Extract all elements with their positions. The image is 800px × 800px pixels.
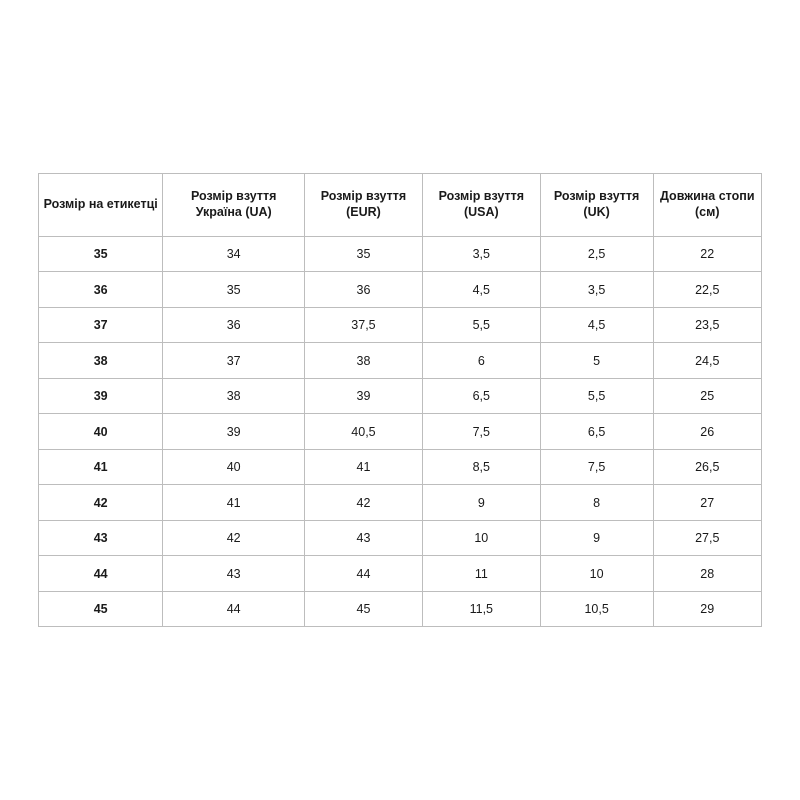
column-header-eur-size: Розмір взуття (EUR) bbox=[305, 173, 423, 236]
table-body bbox=[39, 236, 762, 627]
cell-eur-size: 45 bbox=[305, 591, 423, 627]
cell-eur-size: 36 bbox=[305, 272, 423, 308]
table-row bbox=[39, 307, 762, 343]
cell-usa-size: 6 bbox=[422, 343, 540, 379]
table-row bbox=[39, 236, 762, 272]
cell-foot-length: 24,5 bbox=[653, 343, 761, 379]
cell-foot-length: 22 bbox=[653, 236, 761, 272]
cell-uk-size: 10,5 bbox=[540, 591, 653, 627]
cell-ua-size: 37 bbox=[163, 343, 305, 379]
cell-usa-size: 9 bbox=[422, 485, 540, 521]
cell-label-size: 41 bbox=[39, 449, 163, 485]
table-header-row bbox=[39, 173, 762, 236]
cell-usa-size: 4,5 bbox=[422, 272, 540, 308]
cell-ua-size: 36 bbox=[163, 307, 305, 343]
cell-foot-length: 23,5 bbox=[653, 307, 761, 343]
cell-ua-size: 41 bbox=[163, 485, 305, 521]
cell-usa-size: 10 bbox=[422, 520, 540, 556]
table-row bbox=[39, 556, 762, 592]
cell-label-size: 36 bbox=[39, 272, 163, 308]
cell-label-size: 38 bbox=[39, 343, 163, 379]
table-header bbox=[39, 173, 762, 236]
cell-usa-size: 11,5 bbox=[422, 591, 540, 627]
cell-usa-size: 6,5 bbox=[422, 378, 540, 414]
column-header-ua-size: Розмір взуття Україна (UA) bbox=[163, 173, 305, 236]
cell-ua-size: 38 bbox=[163, 378, 305, 414]
table-row bbox=[39, 272, 762, 308]
cell-foot-length: 26,5 bbox=[653, 449, 761, 485]
column-header-label-size: Розмір на етикетці bbox=[39, 173, 163, 236]
cell-usa-size: 7,5 bbox=[422, 414, 540, 450]
cell-ua-size: 34 bbox=[163, 236, 305, 272]
cell-eur-size: 38 bbox=[305, 343, 423, 379]
shoe-size-table bbox=[38, 173, 762, 628]
cell-eur-size: 42 bbox=[305, 485, 423, 521]
cell-label-size: 40 bbox=[39, 414, 163, 450]
cell-uk-size: 7,5 bbox=[540, 449, 653, 485]
cell-uk-size: 5,5 bbox=[540, 378, 653, 414]
cell-uk-size: 10 bbox=[540, 556, 653, 592]
cell-ua-size: 42 bbox=[163, 520, 305, 556]
cell-eur-size: 37,5 bbox=[305, 307, 423, 343]
cell-eur-size: 41 bbox=[305, 449, 423, 485]
cell-uk-size: 5 bbox=[540, 343, 653, 379]
cell-label-size: 43 bbox=[39, 520, 163, 556]
cell-eur-size: 40,5 bbox=[305, 414, 423, 450]
cell-eur-size: 35 bbox=[305, 236, 423, 272]
cell-label-size: 42 bbox=[39, 485, 163, 521]
cell-usa-size: 5,5 bbox=[422, 307, 540, 343]
column-header-uk-size: Розмір взуття (UK) bbox=[540, 173, 653, 236]
cell-uk-size: 3,5 bbox=[540, 272, 653, 308]
cell-uk-size: 8 bbox=[540, 485, 653, 521]
column-header-foot-length: Довжина стопи (см) bbox=[653, 173, 761, 236]
cell-usa-size: 3,5 bbox=[422, 236, 540, 272]
cell-uk-size: 4,5 bbox=[540, 307, 653, 343]
cell-usa-size: 11 bbox=[422, 556, 540, 592]
table-row bbox=[39, 414, 762, 450]
cell-label-size: 37 bbox=[39, 307, 163, 343]
size-chart-wrapper bbox=[20, 173, 780, 628]
cell-ua-size: 35 bbox=[163, 272, 305, 308]
cell-uk-size: 6,5 bbox=[540, 414, 653, 450]
table-row bbox=[39, 520, 762, 556]
cell-label-size: 39 bbox=[39, 378, 163, 414]
cell-foot-length: 27,5 bbox=[653, 520, 761, 556]
cell-foot-length: 26 bbox=[653, 414, 761, 450]
cell-foot-length: 25 bbox=[653, 378, 761, 414]
table-row bbox=[39, 449, 762, 485]
table-row bbox=[39, 591, 762, 627]
cell-ua-size: 40 bbox=[163, 449, 305, 485]
cell-ua-size: 44 bbox=[163, 591, 305, 627]
cell-foot-length: 27 bbox=[653, 485, 761, 521]
table-row bbox=[39, 378, 762, 414]
cell-ua-size: 39 bbox=[163, 414, 305, 450]
cell-eur-size: 44 bbox=[305, 556, 423, 592]
cell-foot-length: 28 bbox=[653, 556, 761, 592]
cell-label-size: 35 bbox=[39, 236, 163, 272]
cell-eur-size: 43 bbox=[305, 520, 423, 556]
cell-eur-size: 39 bbox=[305, 378, 423, 414]
table-row bbox=[39, 485, 762, 521]
cell-label-size: 45 bbox=[39, 591, 163, 627]
cell-uk-size: 2,5 bbox=[540, 236, 653, 272]
cell-usa-size: 8,5 bbox=[422, 449, 540, 485]
cell-label-size: 44 bbox=[39, 556, 163, 592]
cell-ua-size: 43 bbox=[163, 556, 305, 592]
table-row bbox=[39, 343, 762, 379]
cell-foot-length: 29 bbox=[653, 591, 761, 627]
cell-foot-length: 22,5 bbox=[653, 272, 761, 308]
column-header-usa-size: Розмір взуття (USA) bbox=[422, 173, 540, 236]
cell-uk-size: 9 bbox=[540, 520, 653, 556]
